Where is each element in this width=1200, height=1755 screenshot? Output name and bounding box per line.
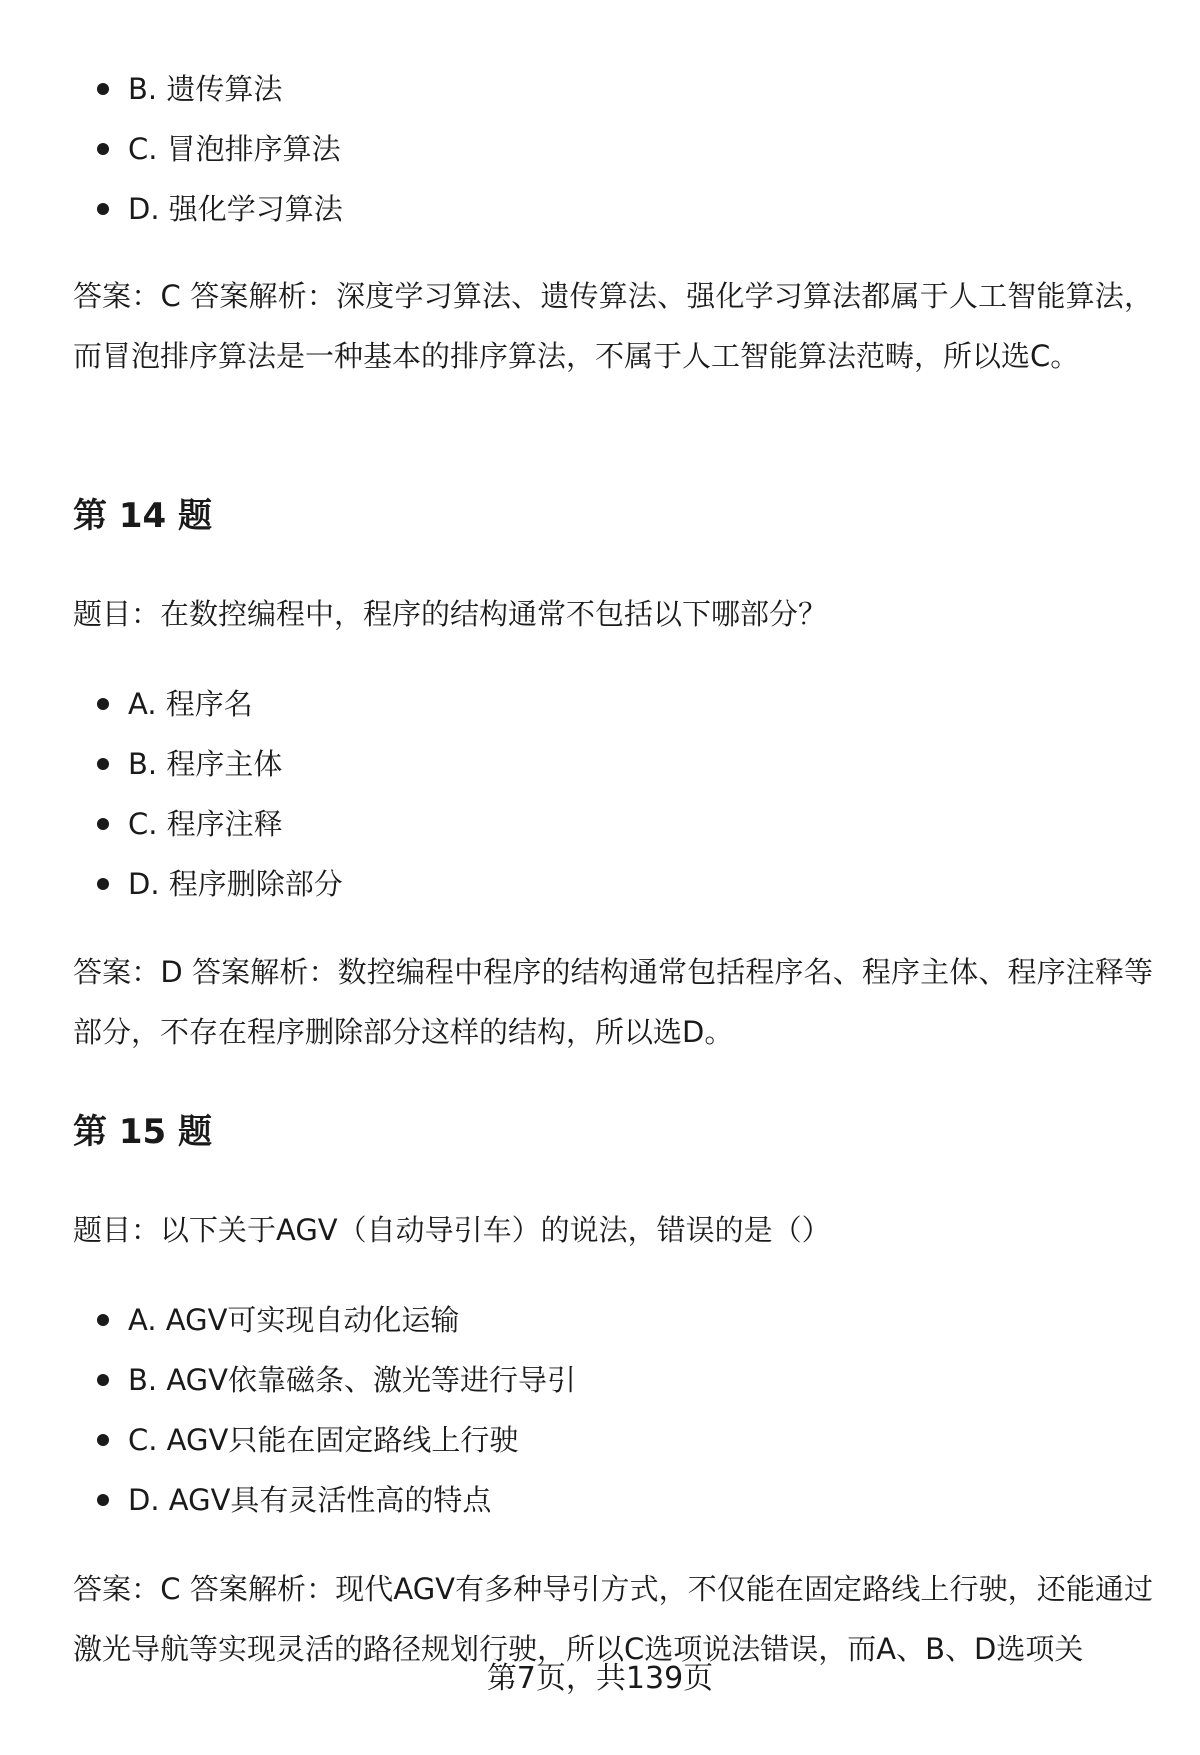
q14-heading: 第 14 题 (73, 496, 212, 536)
q14-options (0, 674, 1200, 914)
option-item (0, 1410, 1200, 1470)
option-text: B. 遗传算法 (128, 72, 283, 106)
option-item (0, 119, 1200, 179)
q13-options (0, 59, 1200, 239)
option-item (0, 854, 1200, 914)
bullet-icon (97, 1434, 109, 1446)
bullet-icon (97, 1494, 109, 1506)
bullet-icon (97, 1314, 109, 1326)
bullet-icon (97, 758, 109, 770)
option-item (0, 179, 1200, 239)
q15-heading: 第 15 题 (73, 1112, 212, 1152)
option-text: C. 程序注释 (128, 807, 283, 841)
option-item (0, 734, 1200, 794)
bullet-icon (97, 83, 109, 95)
option-text: D. 强化学习算法 (128, 192, 343, 226)
page-number: 第7页，共139页 (486, 1661, 714, 1696)
option-item (0, 59, 1200, 119)
option-item (0, 1290, 1200, 1350)
bullet-icon (97, 878, 109, 890)
option-text: D. AGV具有灵活性高的特点 (128, 1483, 492, 1517)
bullet-icon (97, 698, 109, 710)
option-text: A. 程序名 (128, 687, 253, 721)
q15-options (0, 1290, 1200, 1530)
option-item (0, 674, 1200, 734)
option-text: B. 程序主体 (128, 747, 283, 781)
bullet-icon (97, 818, 109, 830)
q14-answer: 答案：D 答案解析：数控编程中程序的结构通常包括程序名、程序主体、程序注释等部分，不存在程序删除部分这样的结构，所以选D。 (73, 955, 1153, 1049)
option-item (0, 1350, 1200, 1410)
option-text: B. AGV依靠磁条、激光等进行导引 (128, 1363, 576, 1397)
q13-answer: 答案：C 答案解析：深度学习算法、遗传算法、强化学习算法都属于人工智能算法，而冒泡排序算法是一种基本的排序算法，不属于人工智能算法范畴，所以选C。 (73, 279, 1153, 373)
bullet-icon (97, 1374, 109, 1386)
option-text: C. AGV只能在固定路线上行驶 (128, 1423, 519, 1457)
option-text: A. AGV可实现自动化运输 (128, 1303, 460, 1337)
option-item (0, 1470, 1200, 1530)
q15-answer: 答案：C 答案解析：现代AGV有多种导引方式，不仅能在固定路线上行驶，还能通过激光导航等实现灵活的路径规划行驶，所以C选项说法错误，而A、B、D选项关 (73, 1572, 1153, 1666)
option-item (0, 794, 1200, 854)
option-text: C. 冒泡排序算法 (128, 132, 341, 166)
bullet-icon (97, 203, 109, 215)
option-text: D. 程序删除部分 (128, 867, 343, 901)
q15-question: 题目：以下关于AGV（自动导引车）的说法，错误的是（） (73, 1213, 831, 1247)
q14-question: 题目：在数控编程中，程序的结构通常不包括以下哪部分？ (73, 597, 828, 631)
bullet-icon (97, 143, 109, 155)
